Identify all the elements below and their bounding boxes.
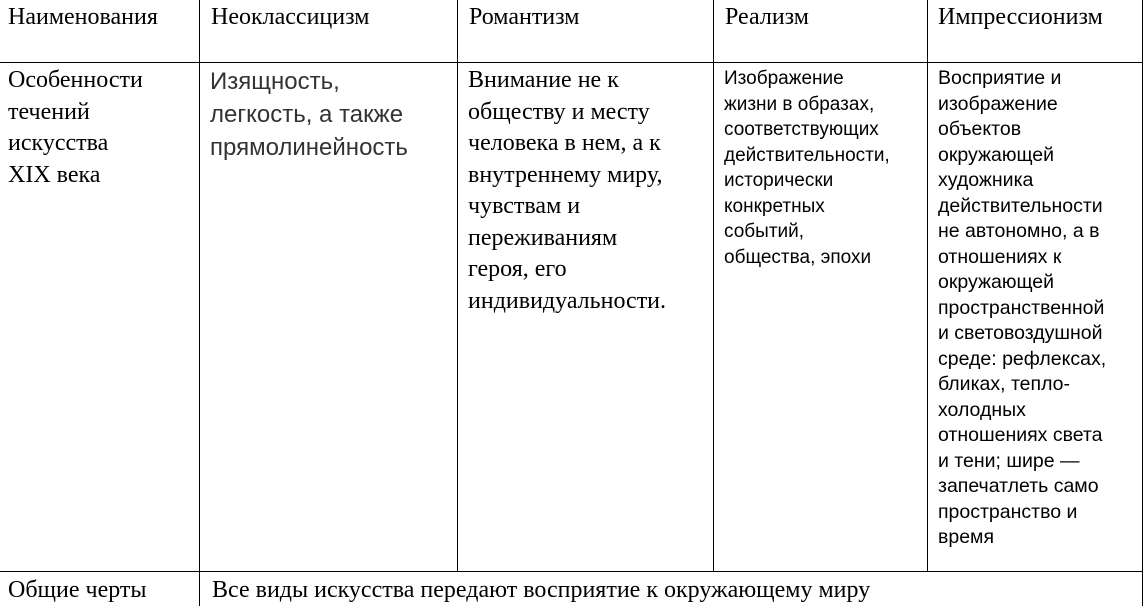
column-divider xyxy=(199,0,200,572)
header-impressionism: Импрессионизм xyxy=(938,4,1103,30)
row-label-common: Общие черты xyxy=(8,577,147,603)
header-romanticism: Романтизм xyxy=(469,4,580,30)
column-divider xyxy=(457,0,458,572)
column-divider xyxy=(713,0,714,572)
cell-realism-features: Изображение жизни в образах, соответствующих действительности, исторически конкретных событий, общества, эпохи xyxy=(724,68,890,268)
cell-neoclassicism-features: Изящность, легкость, а также прямолинейность xyxy=(210,68,408,161)
row-label-features: Особенности течений искусства XIX века xyxy=(8,67,143,188)
column-divider xyxy=(927,0,928,572)
header-divider xyxy=(0,62,1143,63)
header-names: Наименования xyxy=(8,4,158,30)
cell-common-traits: Все виды искусства передают восприятие к окружающему миру xyxy=(212,577,871,603)
column-divider xyxy=(199,572,200,606)
header-neoclassicism: Неоклассицизм xyxy=(211,4,370,30)
header-realism: Реализм xyxy=(725,4,809,30)
cell-impressionism-features: Восприятие и изображение объектов окружающей художника действительности не автономно, а в отношениях к окружающей пространственной и световоздушной среде: рефлексах, бликах, тепло- холодных отношениях света и тени; шире — запечатлеть само пространство и время xyxy=(938,67,1107,548)
cell-romanticism-features: Внимание не к обществу и месту человека в нем, а к внутреннему миру, чувствам и переживаниям героя, его индивидуальности. xyxy=(468,67,667,314)
row-divider xyxy=(0,571,1143,572)
